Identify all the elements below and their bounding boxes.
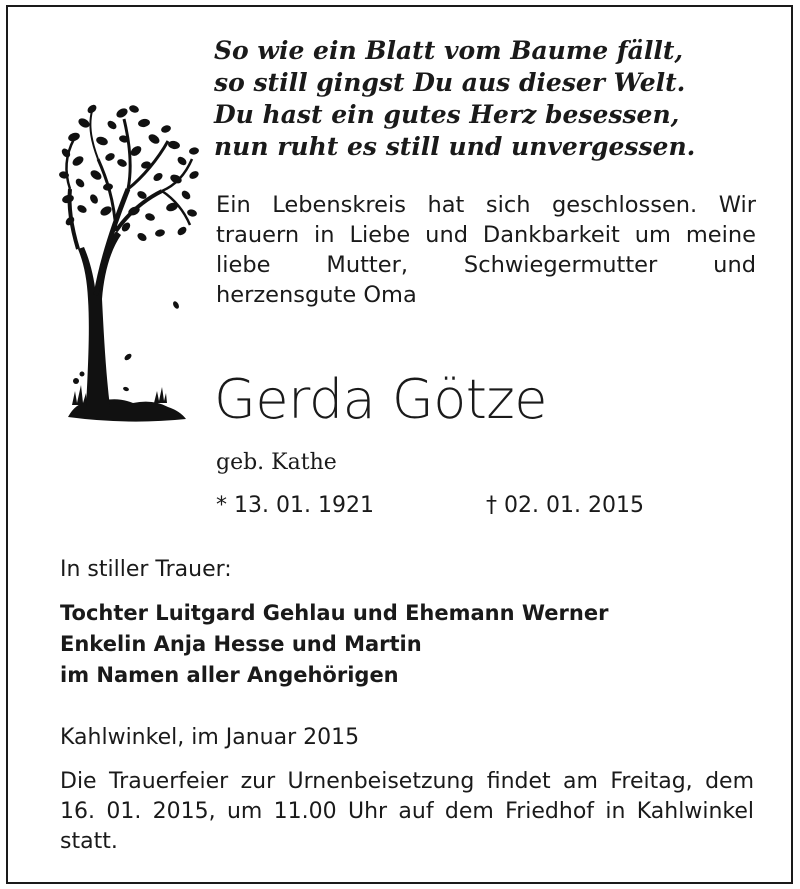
poem-line: Du hast ein gutes Herz besessen, bbox=[214, 100, 680, 129]
poem-line: So wie ein Blatt vom Baume fällt, bbox=[214, 36, 684, 65]
mourner-line: im Namen aller Angehörigen bbox=[60, 663, 399, 687]
mourner-line: Enkelin Anja Hesse und Martin bbox=[60, 632, 422, 656]
poem bbox=[214, 35, 774, 163]
poem-line: so still gingst Du aus dieser Welt. bbox=[214, 68, 686, 97]
mourning-label: In stiller Trauer: bbox=[60, 557, 232, 582]
intro-text: Ein Lebenskreis hat sich geschlossen. Wir trauern in Liebe und Dankbarkeit um meine liebe Mutter, Schwiegermutter und herzensgute Oma bbox=[216, 192, 756, 308]
mourner-line: Tochter Luitgard Gehlau und Ehemann Werner bbox=[60, 601, 609, 625]
maiden-name: geb. Kathe bbox=[216, 450, 337, 475]
tree-icon bbox=[58, 99, 203, 429]
death-date: † 02. 01. 2015 bbox=[486, 493, 644, 518]
poem-line: nun ruht es still und unvergessen. bbox=[214, 132, 696, 161]
place-date: Kahlwinkel, im Januar 2015 bbox=[60, 725, 360, 750]
birth-date: * 13. 01. 1921 bbox=[216, 493, 374, 518]
obituary-frame bbox=[6, 5, 793, 884]
mourners-list bbox=[60, 598, 780, 691]
ceremony-text: Die Trauerfeier zur Urnenbeisetzung findet am Freitag, dem 16. 01. 2015, um 11.00 Uhr auf dem Friedhof in Kahlwinkel statt. bbox=[60, 769, 754, 854]
deceased-name: Gerda Götze bbox=[214, 368, 547, 431]
